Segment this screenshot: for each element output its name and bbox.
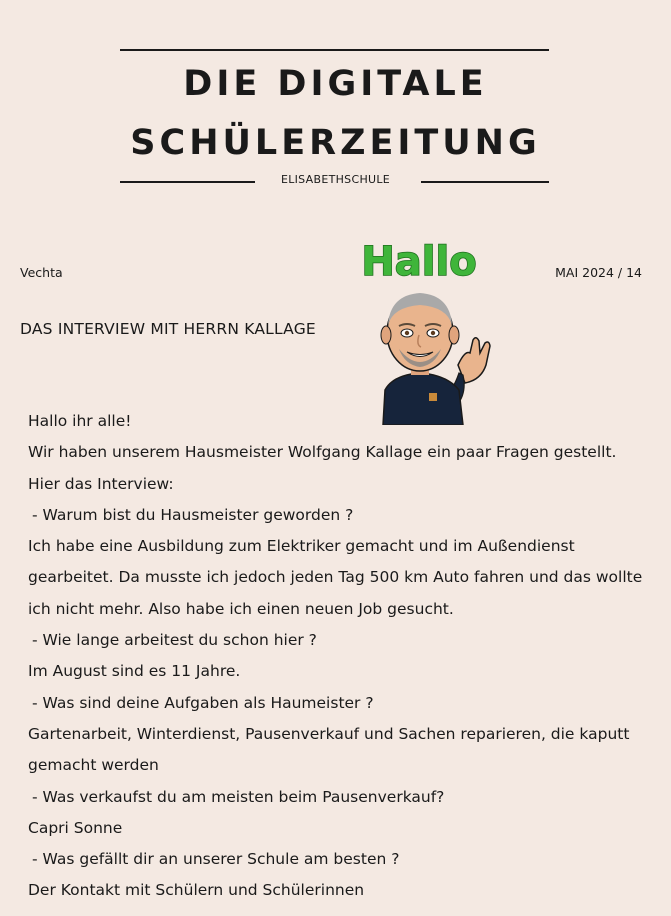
hallo-sticker-text: Hallo <box>361 239 477 285</box>
article-line: gearbeitet. Da musste ich jedoch jeden Tag 500 km Auto fahren und das wollte <box>28 568 643 587</box>
article-line: Hallo ihr alle! <box>28 412 132 430</box>
interview-question: - Was gefällt dir an unserer Schule am besten ? <box>32 850 400 869</box>
masthead-title-line2: SCHÜLERZEITUNG <box>130 123 541 163</box>
top-rule <box>120 49 549 51</box>
interview-question: - Warum bist du Hausmeister geworden ? <box>32 505 354 524</box>
article-line: Wir haben unserem Hausmeister Wolfgang Kallage ein paar Fragen gestellt. <box>28 443 617 462</box>
issue-date: MAI 2024 / 14 <box>555 265 642 280</box>
location: Vechta <box>20 265 63 280</box>
interview-question: - Was sind deine Aufgaben als Haumeister ? <box>32 693 374 712</box>
article-line: Gartenarbeit, Winterdienst, Pausenverkauf und Sachen reparieren, die kaputt <box>28 724 630 743</box>
article-line: Im August sind es 11 Jahre. <box>28 662 241 681</box>
avatar-sticker <box>355 225 500 425</box>
article-heading: DAS INTERVIEW MIT HERRN KALLAGE <box>20 320 316 338</box>
article-line: Capri Sonne <box>28 818 123 837</box>
article-body <box>28 406 658 907</box>
right-school-rule <box>421 181 549 183</box>
article-line: Hier das Interview: <box>28 474 174 493</box>
left-school-rule <box>120 181 255 183</box>
article-line: Der Kontakt mit Schülern und Schülerinnen <box>28 881 365 900</box>
interview-question: - Was verkaufst du am meisten beim Pausenverkauf? <box>32 787 445 806</box>
article-line: gemacht werden <box>28 756 159 775</box>
article-line: ich nicht mehr. Also habe ich einen neuen Job gesucht. <box>28 599 454 618</box>
masthead-title-line1: DIE DIGITALE <box>183 64 488 104</box>
school-name: ELISABETHSCHULE <box>280 173 391 186</box>
article-line: Ich habe eine Ausbildung zum Elektriker gemacht und im Außendienst <box>28 537 575 556</box>
interview-question: - Wie lange arbeitest du schon hier ? <box>32 631 317 650</box>
